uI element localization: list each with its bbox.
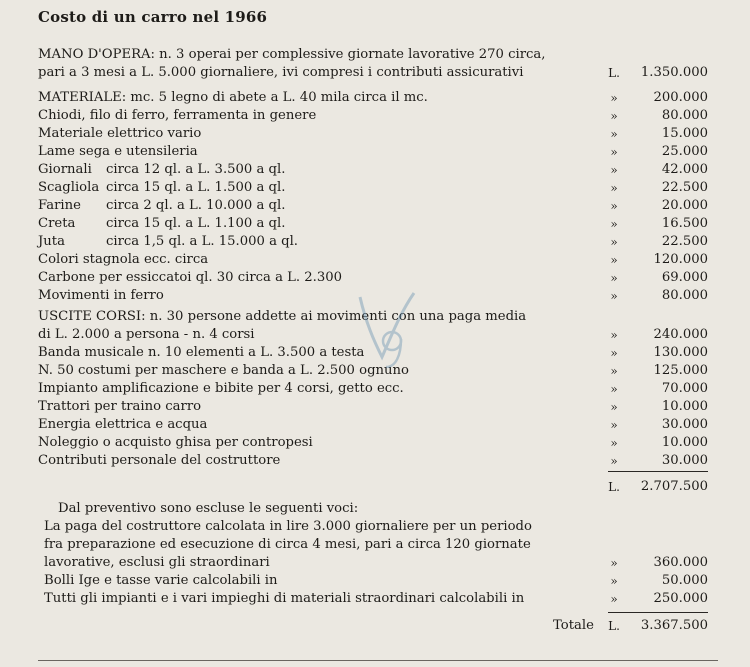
subtotal-rule xyxy=(608,471,708,472)
ditto-mark: » xyxy=(610,145,618,159)
materiale-item-text: Colori stagnola ecc. circa xyxy=(38,252,209,267)
materiale-item-amount: 16.500 xyxy=(661,216,708,231)
ditto-mark: » xyxy=(610,556,618,570)
total-amount: 3.367.500 xyxy=(640,618,708,633)
materiale-item-name: Juta xyxy=(38,234,65,249)
escluse-row xyxy=(44,572,278,590)
materiale-item-text: Movimenti in ferro xyxy=(38,288,164,303)
uscite-row xyxy=(38,416,207,434)
materiale-item-amount: 80.000 xyxy=(661,108,708,123)
ditto-mark: » xyxy=(610,346,618,360)
uscite-item-text: Contributi personale del costruttore xyxy=(38,453,281,468)
ditto-mark: » xyxy=(610,592,618,606)
uscite-row xyxy=(38,434,313,452)
uscite-item-amount: 30.000 xyxy=(661,417,708,432)
materiale-item-name: Giornali xyxy=(38,162,92,177)
escluse-line-3: lavorative, esclusi gli straordinari xyxy=(44,555,270,570)
uscite-row xyxy=(38,380,404,398)
materiale-row xyxy=(38,143,198,161)
total-currency: L. xyxy=(608,619,620,633)
uscite-item-amount: 125.000 xyxy=(653,363,708,378)
uscite-item-text: Trattori per traino carro xyxy=(38,399,202,414)
manodopera-currency: L. xyxy=(608,66,620,80)
materiale-row xyxy=(38,269,342,287)
materiale-row xyxy=(38,107,316,125)
materiale-item-amount: 22.500 xyxy=(661,180,708,195)
escluse-amount: 360.000 xyxy=(653,555,708,570)
ditto-mark: » xyxy=(610,454,618,468)
materiale-item-amount: 22.500 xyxy=(661,234,708,249)
materiale-item-desc: circa 15 ql. a L. 1.500 a ql. xyxy=(106,180,286,195)
materiale-row xyxy=(38,215,286,233)
materiale-header: MATERIALE: mc. 5 legno di abete a L. 40 mila circa il mc. xyxy=(38,90,428,105)
uscite-line-1: USCITE CORSI: n. 30 persone addette ai movimenti con una paga media xyxy=(38,309,527,324)
ditto-mark: » xyxy=(610,382,618,396)
ditto-mark: » xyxy=(610,199,618,213)
page-title: Costo di un carro nel 1966 xyxy=(38,8,268,26)
materiale-item-amount: 15.000 xyxy=(661,126,708,141)
watermark-logo xyxy=(352,283,422,373)
uscite-item-amount: 30.000 xyxy=(661,453,708,468)
escluse-item-text: Bolli Ige e tasse varie calcolabili in xyxy=(44,573,278,588)
materiale-item-name: Scagliola xyxy=(38,180,100,195)
uscite-item-text: Noleggio o acquisto ghisa per contropesi xyxy=(38,435,313,450)
materiale-row xyxy=(38,125,201,143)
materiale-item-text: Carbone per essiccatoi ql. 30 circa a L. 2.300 xyxy=(38,270,343,285)
uscite-line-2: di L. 2.000 a persona - n. 4 corsi xyxy=(38,327,255,342)
manodopera-line-1: MANO D'OPERA: n. 3 operai per complessive giornate lavorative 270 circa, xyxy=(38,47,546,62)
uscite-row xyxy=(38,344,364,362)
ditto-mark: » xyxy=(610,289,618,303)
escluse-line-1: La paga del costruttore calcolata in lire 3.000 giornaliere per un periodo xyxy=(44,519,532,534)
materiale-item-desc: circa 2 ql. a L. 10.000 a ql. xyxy=(106,198,286,213)
uscite-item-text: N. 50 costumi per maschere e banda a L. 2.500 ognuno xyxy=(38,363,409,378)
ditto-mark: » xyxy=(610,271,618,285)
uscite-item-text: Energia elettrica e acqua xyxy=(38,417,208,432)
uscite-item-text: Impianto amplificazione e bibite per 4 corsi, getto ecc. xyxy=(38,381,404,396)
uscite-row xyxy=(38,452,280,470)
materiale-item-text: Materiale elettrico vario xyxy=(38,126,202,141)
uscite-item-amount: 130.000 xyxy=(653,345,708,360)
materiale-item-desc: circa 1,5 ql. a L. 15.000 a ql. xyxy=(106,234,298,249)
uscite-item-amount: 10.000 xyxy=(661,399,708,414)
materiale-item-desc: circa 12 ql. a L. 3.500 a ql. xyxy=(106,162,286,177)
ditto-mark: » xyxy=(610,91,618,105)
materiale-item-desc: circa 15 ql. a L. 1.100 a ql. xyxy=(106,216,286,231)
ditto-mark: » xyxy=(610,328,618,342)
ditto-mark: » xyxy=(610,217,618,231)
materiale-item-amount: 25.000 xyxy=(661,144,708,159)
ditto-mark: » xyxy=(610,181,618,195)
materiale-item-amount: 69.000 xyxy=(661,270,708,285)
ditto-mark: » xyxy=(610,436,618,450)
materiale-header-amount: 200.000 xyxy=(653,90,708,105)
materiale-item-amount: 80.000 xyxy=(661,288,708,303)
uscite-item-amount: 10.000 xyxy=(661,435,708,450)
materiale-item-text: Lame sega e utensileria xyxy=(38,144,198,159)
escluse-row xyxy=(44,590,524,608)
total-rule xyxy=(608,612,708,613)
ditto-mark: » xyxy=(610,127,618,141)
materiale-item-amount: 42.000 xyxy=(661,162,708,177)
materiale-row xyxy=(38,179,286,197)
bottom-rule xyxy=(38,660,718,661)
ditto-mark: » xyxy=(610,364,618,378)
ditto-mark: » xyxy=(610,400,618,414)
materiale-row xyxy=(38,251,208,269)
materiale-item-name: Creta xyxy=(38,216,76,231)
ditto-mark: » xyxy=(610,109,618,123)
ditto-mark: » xyxy=(610,418,618,432)
escluse-item-amount: 50.000 xyxy=(661,573,708,588)
ditto-mark: » xyxy=(610,235,618,249)
materiale-item-amount: 20.000 xyxy=(661,198,708,213)
escluse-intro: Dal preventivo sono escluse le seguenti voci: xyxy=(58,501,359,516)
escluse-item-text: Tutti gli impianti e i vari impieghi di materiali straordinari calcolabili in xyxy=(44,591,525,606)
materiale-item-amount: 120.000 xyxy=(653,252,708,267)
materiale-item-text: Chiodi, filo di ferro, ferramenta in genere xyxy=(38,108,317,123)
escluse-line-2: fra preparazione ed esecuzione di circa 4 mesi, pari a circa 120 giornate xyxy=(44,537,531,552)
subtotal-currency: L. xyxy=(608,480,620,494)
ditto-mark: » xyxy=(610,253,618,267)
materiale-row xyxy=(38,161,286,179)
uscite-amount: 240.000 xyxy=(653,327,708,342)
escluse-item-amount: 250.000 xyxy=(653,591,708,606)
materiale-row xyxy=(38,287,164,305)
subtotal-amount: 2.707.500 xyxy=(640,479,708,494)
materiale-row xyxy=(38,233,298,251)
uscite-item-amount: 70.000 xyxy=(661,381,708,396)
ditto-mark: » xyxy=(610,163,618,177)
materiale-row xyxy=(38,197,286,215)
uscite-row xyxy=(38,398,201,416)
manodopera-line-2: pari a 3 mesi a L. 5.000 giornaliere, ivi compresi i contributi assicurativi xyxy=(38,65,524,80)
total-label: Totale xyxy=(553,618,594,633)
materiale-item-name: Farine xyxy=(38,198,81,213)
ditto-mark: » xyxy=(610,574,618,588)
manodopera-amount: 1.350.000 xyxy=(640,65,708,80)
uscite-item-text: Banda musicale n. 10 elementi a L. 3.500 a testa xyxy=(38,345,365,360)
